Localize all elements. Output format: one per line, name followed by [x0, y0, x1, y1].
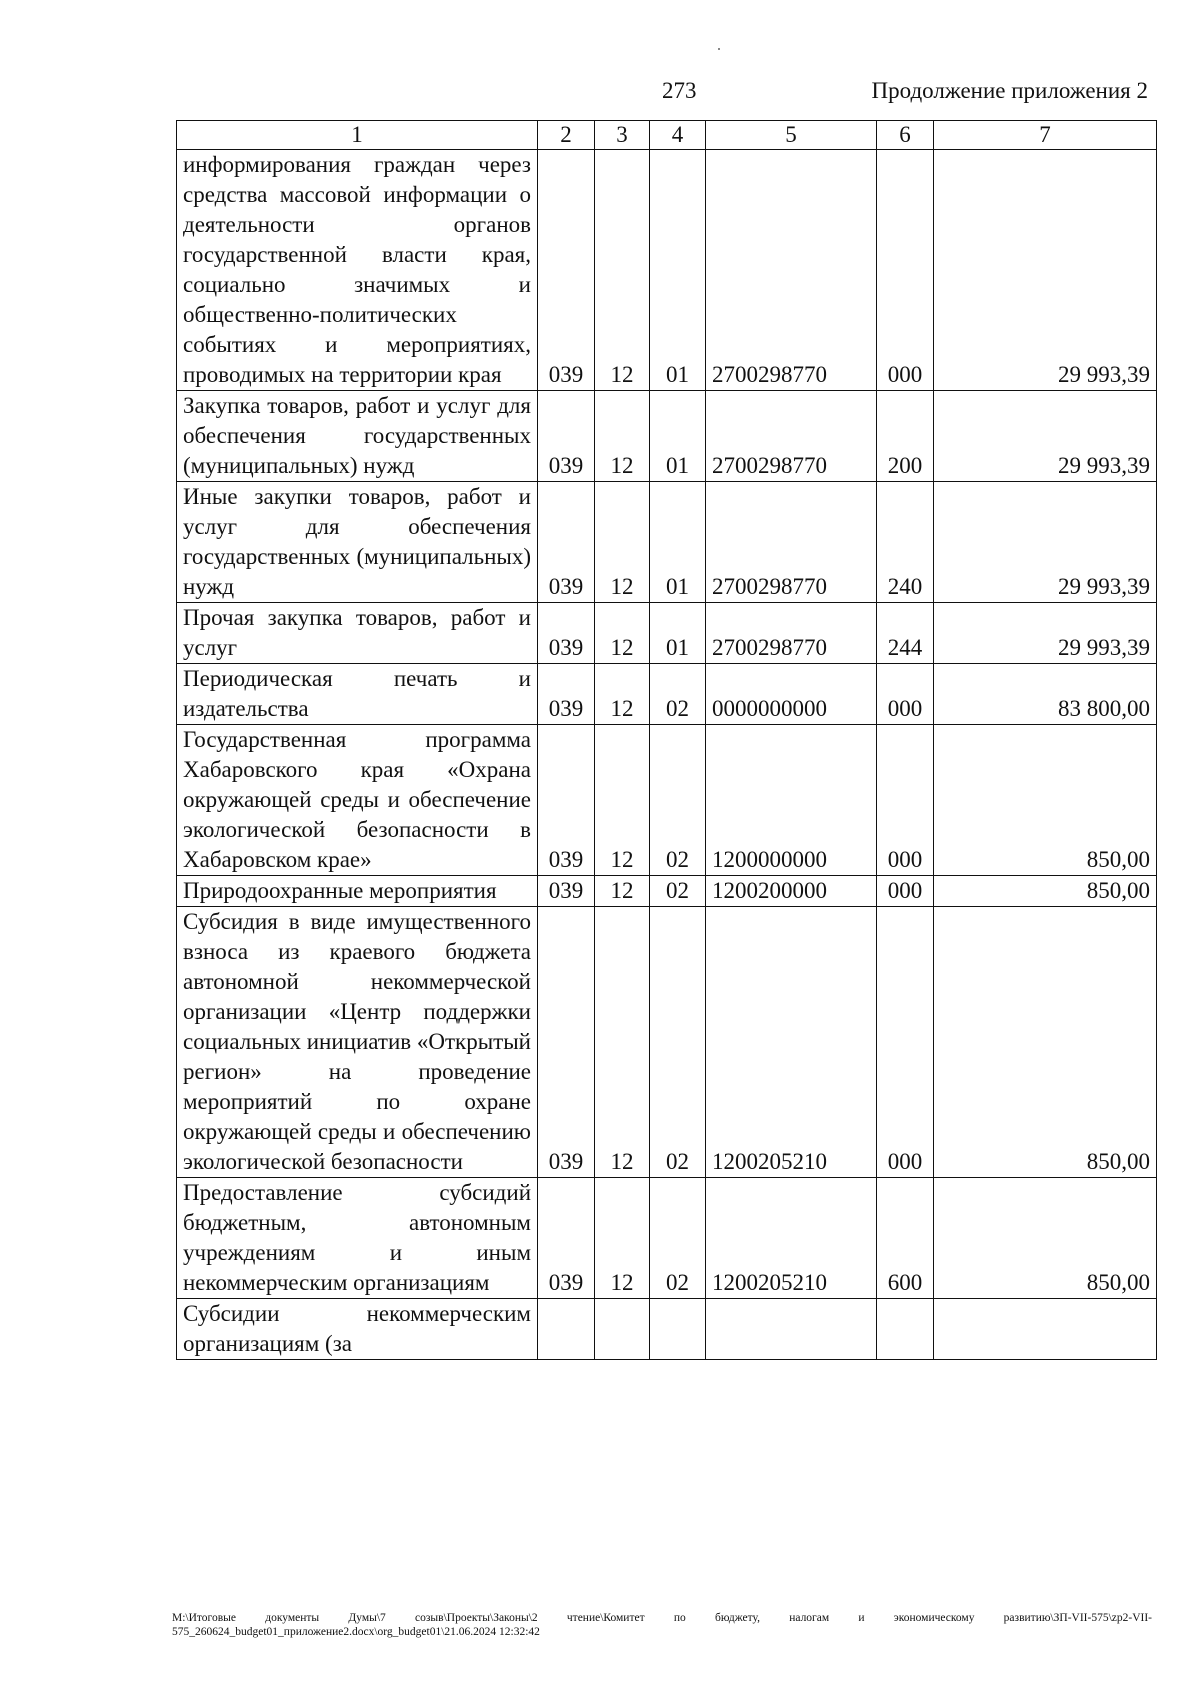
- cell-expense-type: 000: [877, 725, 934, 876]
- cell-section: [595, 1299, 650, 1360]
- table-row: [177, 1178, 1157, 1299]
- cell-subsection: 01: [650, 391, 706, 482]
- column-header-1: 1: [177, 121, 538, 150]
- row-name: Природоохранные мероприятия: [177, 876, 538, 907]
- budget-table: [176, 120, 1157, 1360]
- row-name: Иные закупки товаров, работ и услуг для обеспечения государственных (муниципальных) нужд: [177, 482, 538, 603]
- cell-expense-type: 000: [877, 907, 934, 1178]
- cell-amount: 29 993,39: [934, 603, 1157, 664]
- cell-section: 12: [595, 603, 650, 664]
- cell-subsection: 02: [650, 907, 706, 1178]
- cell-section: 12: [595, 725, 650, 876]
- row-name: Субсидии некоммерческим организациям (за: [177, 1299, 538, 1360]
- cell-admin-code: 039: [538, 482, 595, 603]
- document-path-footer: M:\Итоговые документы Думы\7 созыв\Проекты\Законы\2 чтение\Комитет по бюджету, налогам и экономическому развитию\ЗП-VII-575\zp2-VII-575_260624_budget01_приложение2.docx\org_budget01\21.06.2024 12:32:42: [172, 1612, 1152, 1638]
- cell-subsection: 02: [650, 1178, 706, 1299]
- cell-section: 12: [595, 907, 650, 1178]
- column-header-4: 4: [650, 121, 706, 150]
- cell-subsection: 02: [650, 664, 706, 725]
- row-name: информирования граждан через средства массовой информации о деятельности органов государственной власти края, социально значимых и общественно-политических событиях и мероприятиях, проводимых на территории края: [177, 150, 538, 391]
- cell-amount: 29 993,39: [934, 391, 1157, 482]
- table-row: [177, 876, 1157, 907]
- cell-amount: 29 993,39: [934, 482, 1157, 603]
- table-row: [177, 603, 1157, 664]
- cell-subsection: 01: [650, 603, 706, 664]
- table-header-row: [177, 121, 1157, 150]
- cell-section: 12: [595, 1178, 650, 1299]
- cell-expense-type: 244: [877, 603, 934, 664]
- table-row: [177, 1299, 1157, 1360]
- table-row: [177, 907, 1157, 1178]
- cell-expense-type: 600: [877, 1178, 934, 1299]
- cell-target-article: 2700298770: [706, 603, 877, 664]
- cell-section: 12: [595, 482, 650, 603]
- table-row: [177, 150, 1157, 391]
- cell-subsection: 01: [650, 150, 706, 391]
- cell-admin-code: 039: [538, 391, 595, 482]
- cell-expense-type: 200: [877, 391, 934, 482]
- column-header-6: 6: [877, 121, 934, 150]
- cell-target-article: 1200000000: [706, 725, 877, 876]
- cell-target-article: 1200205210: [706, 907, 877, 1178]
- cell-admin-code: 039: [538, 725, 595, 876]
- cell-expense-type: 240: [877, 482, 934, 603]
- cell-amount: [934, 1299, 1157, 1360]
- column-header-7: 7: [934, 121, 1157, 150]
- table-row: [177, 725, 1157, 876]
- cell-target-article: 1200205210: [706, 1178, 877, 1299]
- cell-subsection: 02: [650, 876, 706, 907]
- row-name: Периодическая печать и издательства: [177, 664, 538, 725]
- column-header-5: 5: [706, 121, 877, 150]
- scan-speck: [718, 48, 720, 50]
- cell-section: 12: [595, 391, 650, 482]
- cell-expense-type: 000: [877, 876, 934, 907]
- cell-target-article: [706, 1299, 877, 1360]
- cell-amount: 29 993,39: [934, 150, 1157, 391]
- cell-subsection: 01: [650, 482, 706, 603]
- cell-admin-code: 039: [538, 876, 595, 907]
- row-name: Прочая закупка товаров, работ и услуг: [177, 603, 538, 664]
- page-header: [0, 78, 1200, 114]
- cell-subsection: [650, 1299, 706, 1360]
- column-header-2: 2: [538, 121, 595, 150]
- cell-amount: 850,00: [934, 725, 1157, 876]
- cell-admin-code: 039: [538, 150, 595, 391]
- cell-section: 12: [595, 150, 650, 391]
- cell-admin-code: 039: [538, 1178, 595, 1299]
- row-name: Закупка товаров, работ и услуг для обеспечения государственных (муниципальных) нужд: [177, 391, 538, 482]
- table-row: [177, 391, 1157, 482]
- cell-target-article: 2700298770: [706, 482, 877, 603]
- cell-target-article: 0000000000: [706, 664, 877, 725]
- column-header-3: 3: [595, 121, 650, 150]
- cell-admin-code: 039: [538, 664, 595, 725]
- cell-target-article: 1200200000: [706, 876, 877, 907]
- cell-admin-code: [538, 1299, 595, 1360]
- cell-admin-code: 039: [538, 603, 595, 664]
- page-number: 273: [662, 78, 697, 103]
- cell-amount: 850,00: [934, 1178, 1157, 1299]
- row-name: Субсидия в виде имущественного взноса из краевого бюджета автономной некоммерческой организации «Центр поддержки социальных инициатив «Открытый регион» на проведение мероприятий по охране окружающей среды и обеспечению экологической безопасности: [177, 907, 538, 1178]
- cell-expense-type: 000: [877, 664, 934, 725]
- table-row: [177, 482, 1157, 603]
- cell-target-article: 2700298770: [706, 150, 877, 391]
- continuation-label: Продолжение приложения 2: [871, 78, 1148, 103]
- cell-subsection: 02: [650, 725, 706, 876]
- cell-target-article: 2700298770: [706, 391, 877, 482]
- table-row: [177, 664, 1157, 725]
- cell-amount: 850,00: [934, 907, 1157, 1178]
- cell-expense-type: 000: [877, 150, 934, 391]
- cell-section: 12: [595, 876, 650, 907]
- cell-admin-code: 039: [538, 907, 595, 1178]
- cell-section: 12: [595, 664, 650, 725]
- cell-expense-type: [877, 1299, 934, 1360]
- cell-amount: 850,00: [934, 876, 1157, 907]
- row-name: Предоставление субсидий бюджетным, автономным учреждениям и иным некоммерческим организациям: [177, 1178, 538, 1299]
- row-name: Государственная программа Хабаровского края «Охрана окружающей среды и обеспечение экологической безопасности в Хабаровском крае»: [177, 725, 538, 876]
- cell-amount: 83 800,00: [934, 664, 1157, 725]
